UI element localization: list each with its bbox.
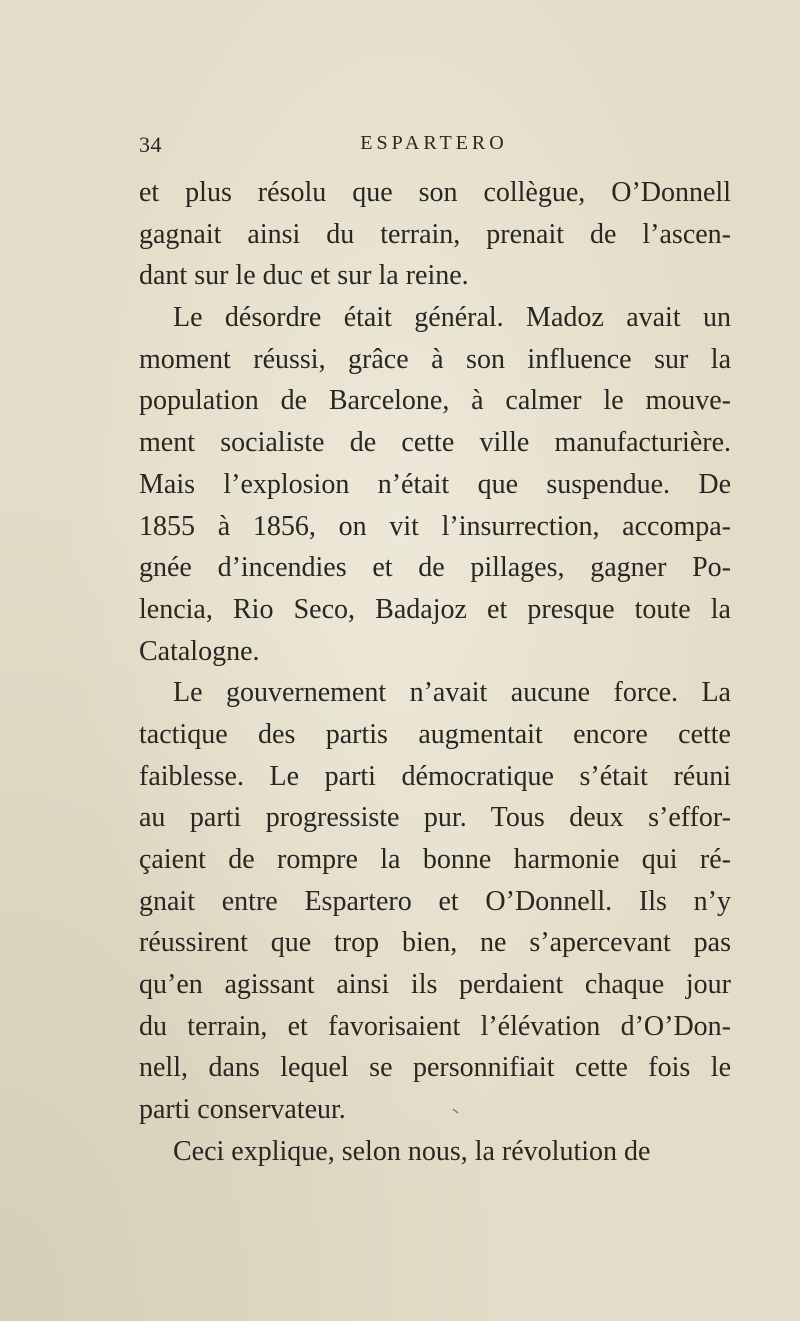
text-line: qu’en agissant ainsi ils perdaient chaque jour	[139, 969, 731, 1001]
body-text	[139, 172, 731, 1173]
text-line: gagnait ainsi du terrain, prenait de l’ascen-	[139, 218, 731, 250]
text-line: Catalogne.	[139, 635, 260, 667]
text-line: du terrain, et favorisaient l’élévation d’O’Don-	[139, 1010, 731, 1042]
text-line: population de Barcelone, à calmer le mouve-	[139, 385, 731, 417]
text-line: dant sur le duc et sur la reine.	[139, 260, 469, 292]
text-line: tactique des partis augmentait encore cette	[139, 718, 731, 750]
text-line: gnée d’incendies et de pillages, gagner Po-	[139, 552, 731, 584]
page-header	[139, 132, 729, 162]
text-line: au parti progressiste pur. Tous deux s’effor-	[139, 802, 731, 834]
text-line: nell, dans lequel se personnifiait cette fois le	[139, 1052, 731, 1084]
text-line: et plus résolu que son collègue, O’Donnell	[139, 177, 731, 208]
text-line: parti conservateur.	[139, 1094, 346, 1126]
text-line: Le désordre était général. Madoz avait un	[173, 302, 731, 334]
ink-speck-icon	[452, 1108, 460, 1114]
text-line: réussirent que trop bien, ne s’apercevant pas	[139, 927, 731, 959]
page-number: 34	[139, 132, 162, 157]
text-line: Ceci explique, selon nous, la révolution de	[173, 1135, 651, 1167]
text-line: gnait entre Espartero et O’Donnell. Ils n’y	[139, 885, 731, 917]
text-line: çaient de rompre la bonne harmonie qui ré-	[139, 844, 731, 875]
text-line: faiblesse. Le parti démocratique s’était réuni	[139, 760, 731, 792]
text-line: 1855 à 1856, on vit l’insurrection, accompa-	[139, 510, 731, 542]
text-line: ment socialiste de cette ville manufacturière.	[139, 427, 731, 459]
text-line: moment réussi, grâce à son influence sur la	[139, 343, 731, 375]
text-line: lencia, Rio Seco, Badajoz et presque toute la	[139, 593, 731, 625]
ink-speck	[452, 1106, 460, 1112]
running-title: ESPARTERO	[360, 132, 508, 154]
text-line: Mais l’explosion n’était que suspendue. De	[139, 468, 731, 500]
text-line: Le gouvernement n’avait aucune force. La	[173, 677, 731, 709]
